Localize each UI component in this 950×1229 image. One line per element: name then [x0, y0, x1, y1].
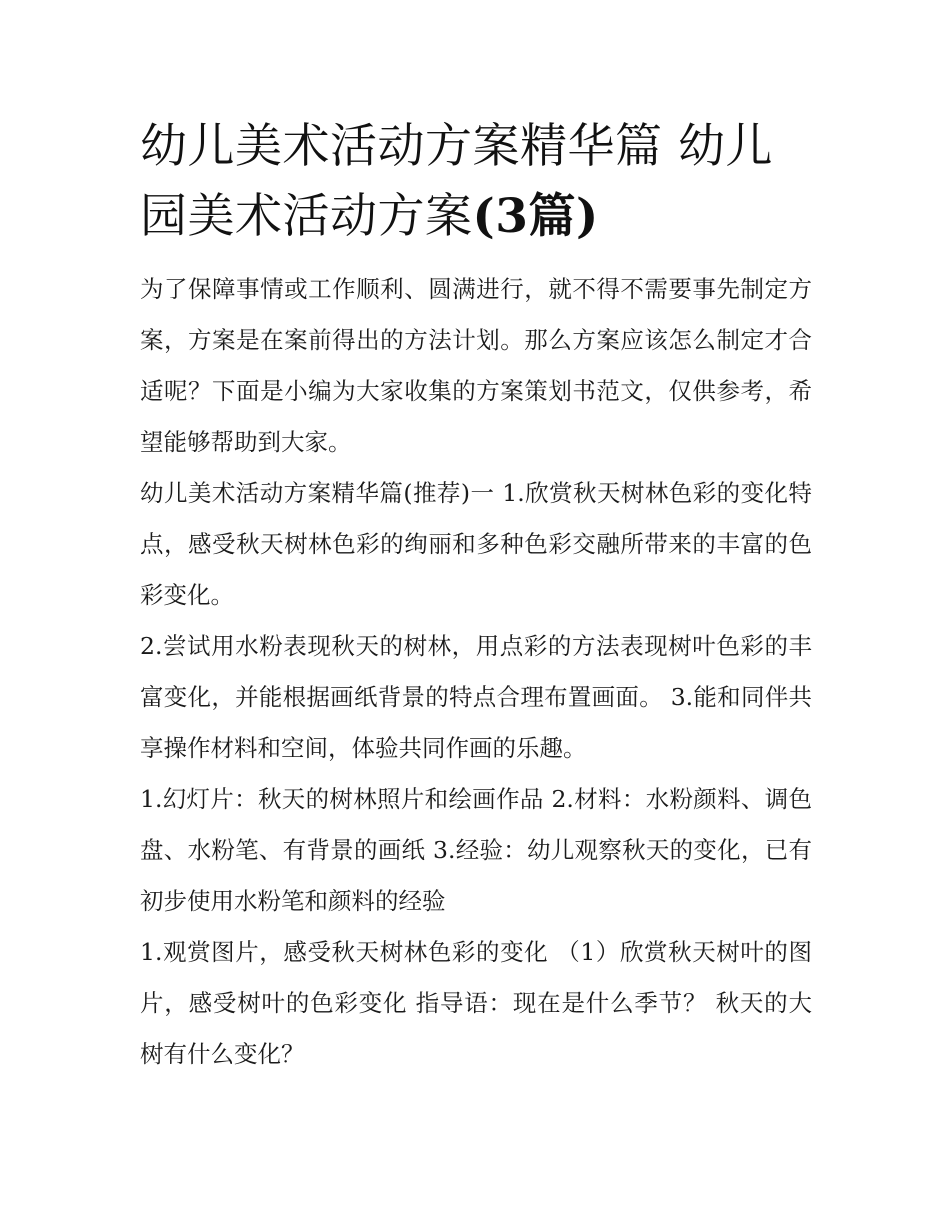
intro-paragraph: 为了保障事情或工作顺利、圆满进行，就不得不需要事先制定方案，方案是在案前得出的方法计划。那么方案应该怎么制定才合适呢？下面是小编为大家收集的方案策划书范文，仅供参考，希望能够帮助到大家。: [140, 275, 812, 456]
document-title-count: (3篇): [472, 189, 599, 244]
document-page: [140, 112, 812, 1080]
goal-two-three-paragraph: 2.尝试用水粉表现秋天的树林，用点彩的方法表现树叶色彩的丰富变化，并能根据画纸背景的特点合理布置画面。 3.能和同伴共享操作材料和空间，体验共同作画的乐趣。: [140, 632, 812, 762]
document-title: 幼儿美术活动方案精华篇 幼儿园美术活动方案(3篇): [140, 119, 773, 244]
section-one-goal-paragraph: 幼儿美术活动方案精华篇(推荐)一 1.欣赏秋天树林色彩的变化特点，感受秋天树林色彩的绚丽和多种色彩交融所带来的丰富的色彩变化。: [140, 479, 812, 609]
process-paragraph: 1.观赏图片，感受秋天树林色彩的变化 （1）欣赏秋天树叶的图片，感受树叶的色彩变化 指导语：现在是什么季节？ 秋天的大树有什么变化？: [140, 938, 812, 1068]
materials-paragraph: 1.幻灯片：秋天的树林照片和绘画作品 2.材料：水粉颜料、调色盘、水粉笔、有背景的画纸 3.经验：幼儿观察秋天的变化，已有初步使用水粉笔和颜料的经验: [140, 785, 812, 915]
document-body: [140, 264, 812, 1080]
